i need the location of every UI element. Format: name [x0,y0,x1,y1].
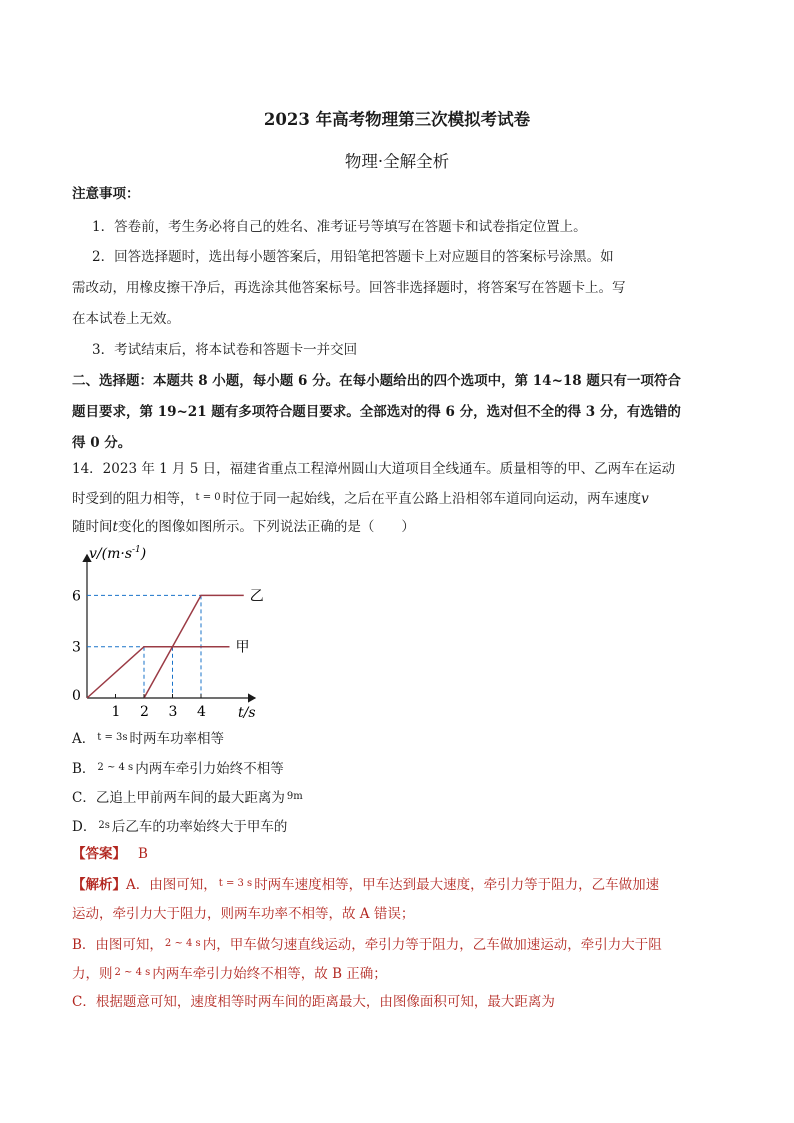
option-c-math: 9m [286,791,303,802]
question-line-2 [72,489,649,508]
chart-marks [72,588,264,720]
option-a-text: 时两车功率相等 [129,731,224,747]
option-d[interactable] [72,817,287,836]
section-heading-line-2: 题目要求，第 19~21 题有多项符合题目要求。全部选对的得 6 分，选对但不全的得 3 分，有选错的 [72,404,681,420]
origin-label: 0 [72,688,81,704]
analysis-b-post: 内，甲车做匀速直线运动，牵引力等于阻力，乙车做加速运动，牵引力大于阻 [202,937,662,953]
x-tick-label-1: 1 [111,704,121,720]
question-line-3a: 随时间 [72,519,113,535]
analysis-a-math: t = 3 s [218,878,253,889]
analysis-label: 【解析】 [72,877,126,893]
option-d-text: 后乙车的功率始终大于甲车的 [111,819,288,835]
option-b[interactable] [72,759,284,778]
option-b-letter: B． [72,761,96,777]
page-title: 2023 年高考物理第三次模拟考试卷 [263,110,531,129]
option-a[interactable] [72,729,224,748]
x-axis-label: t/s [238,705,256,721]
analysis-b-line-2 [72,964,387,983]
page-subtitle: 物理·全解全析 [344,152,450,171]
question-var-t: t [112,519,118,535]
section-heading-line-3: 得 0 分。 [72,435,132,451]
analysis-b-l2a: 力，则 [72,966,113,982]
question-line-3b: 变化的图像如图所示。下列说法正确的是（ ） [117,519,415,535]
analysis-a-line-1 [72,875,659,894]
analysis-b-math: 2 ~ 4 s [164,938,201,949]
y-tick-label-3: 3 [72,639,81,656]
series-label-yi: 乙 [249,588,264,605]
question-line-2a: 时受到的阻力相等， [72,491,194,507]
notice-item-2-line-3: 在本试卷上无效。 [72,311,180,327]
option-b-math: 2 ~ 4 s [97,762,134,773]
y-tick-label-6: 6 [72,588,81,605]
analysis-b-l2-math: 2 ~ 4 s [114,967,151,978]
option-b-text: 内两车牵引力始终不相等 [135,761,284,777]
option-d-math: 2s [98,820,110,831]
notice-heading: 注意事项： [72,186,140,202]
option-c[interactable] [72,788,305,807]
question-line-1: 14．2023 年 1 月 5 日，福建省重点工程漳州圆山大道项目全线通车。质量相等的甲、乙两车在运动 [72,461,676,477]
x-tick-label-3: 3 [168,704,178,720]
question-line-3 [72,518,415,536]
x-tick-label-2: 2 [140,704,149,720]
series-label-jia: 甲 [235,639,250,656]
notice-item-2-line-2: 需改动，用橡皮擦干净后，再选涂其他答案标号。回答非选择题时，将答案写在答题卡上。写 [72,280,626,296]
answer-line [72,845,148,863]
answer-label: 【答案】 [72,846,126,862]
section-heading-line-1: 二、选择题：本题共 8 小题，每小题 6 分。在每小题给出的四个选项中，第 14~18 题只有一项符合 [72,373,681,389]
analysis-c-line: C．根据题意可知，速度相等时两车间的距离最大，由图像面积可知，最大距离为 [72,994,555,1010]
answer-value: B [138,846,148,862]
analysis-a-post: 时两车速度相等，甲车达到最大速度，牵引力等于阻力，乙车做加速 [254,877,660,893]
x-tick-label-4: 4 [197,704,206,720]
analysis-b-line-1 [72,935,662,954]
analysis-b-pre: B．由图可知， [72,937,163,953]
question-line-2b: 时位于同一起始线，之后在平直公路上沿相邻车道同向运动，两车速度 [222,491,642,507]
option-a-math: t = 3s [97,732,128,743]
option-d-letter: D． [72,819,97,835]
notice-item-1: 1．答卷前，考生务必将自己的姓名、准考证号等填写在答题卡和试卷指定位置上。 [92,219,587,235]
analysis-a-pre: A．由图可知， [126,877,217,893]
y-axis-label: $v/(m\cdot s^{-1})$ [89,545,147,562]
question-math-t0: t = 0 [195,492,221,503]
option-a-letter: A． [72,731,96,747]
velocity-time-chart [60,540,280,725]
analysis-b-l2b: 内两车牵引力始终不相等，故 B 正确； [152,966,387,982]
analysis-a-line-2: 运动，牵引力大于阻力，则两车功率不相等，故 A 错误； [72,906,415,922]
notice-item-3: 3．考试结束后，将本试卷和答题卡一并交回 [92,342,358,358]
question-var-v: v [641,491,649,507]
notice-item-2-line-1: 2．回答选择题时，选出每小题答案后，用铅笔把答题卡上对应题目的答案标号涂黑。如 [92,249,614,265]
option-c-text: C．乙追上甲前两车间的最大距离为 [72,790,285,806]
